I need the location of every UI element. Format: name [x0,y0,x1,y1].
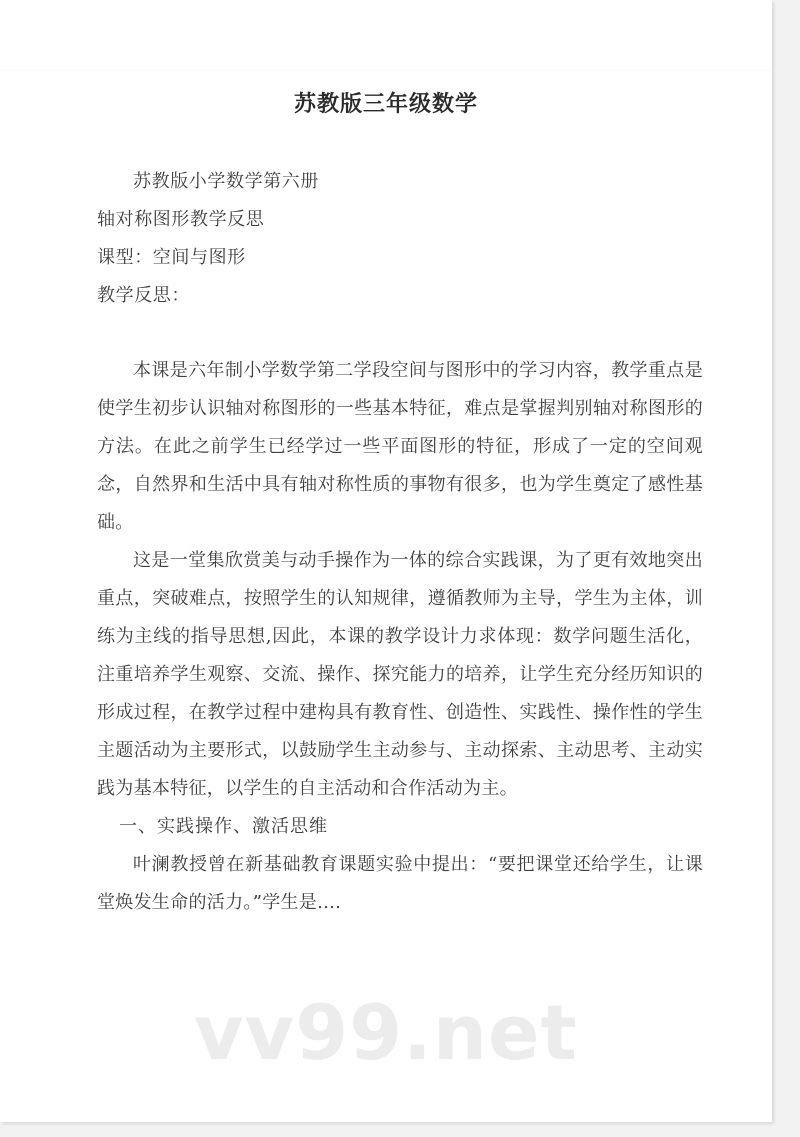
site-watermark: vv99.net [194,988,578,1077]
header-line-lesson-type: 课型：空间与图形 [97,247,246,268]
page-title: 苏教版三年级数学 [293,92,478,117]
header-line-lesson-title: 轴对称图形教学反思 [97,209,265,230]
body-paragraph-3: 叶澜教授曾在新基础教育课题实验中提出：“要把课堂还给学生，让课堂焕发生命的活力。”学生是.... [97,854,703,913]
body-paragraph-2: 这是一堂集欣赏美与动手操作为一体的综合实践课，为了更有效地突出重点，突破难点，按照学生的认知规律，遵循教师为主导，学生为主体，训练为主线的指导思想,因此，本课的教学设计力求体现：数学问题生活化，注重培养学生观察、交流、操作、探究能力的培养，让学生充分经历知识的形成过程，在教学过程中建构具有教育性、创造性、实践性、操作性的学生主题活动为主要形式，以鼓励学生主动参与、主动探索、主动思考、主动实践为基本特征，以学生的自主活动和合作活动为主。 [97,550,703,799]
page-top-rule [0,70,772,71]
document-body-block [97,352,703,922]
document-header-block [97,163,707,315]
body-paragraph-1: 本课是六年制小学数学第二学段空间与图形中的学习内容，教学重点是使学生初步认识轴对称图形的一些基本特征，难点是掌握判别轴对称图形的方法。在此之前学生已经学过一些平面图形的特征，形成了一定的空间观念，自然界和生活中具有轴对称性质的事物有很多，也为学生奠定了感性基础。 [97,360,703,533]
header-line-textbook: 苏教版小学数学第六册 [133,171,319,192]
section-heading-1: 一、实践操作、激活思维 [119,816,328,837]
header-line-reflection-label: 教学反思： [97,285,190,306]
